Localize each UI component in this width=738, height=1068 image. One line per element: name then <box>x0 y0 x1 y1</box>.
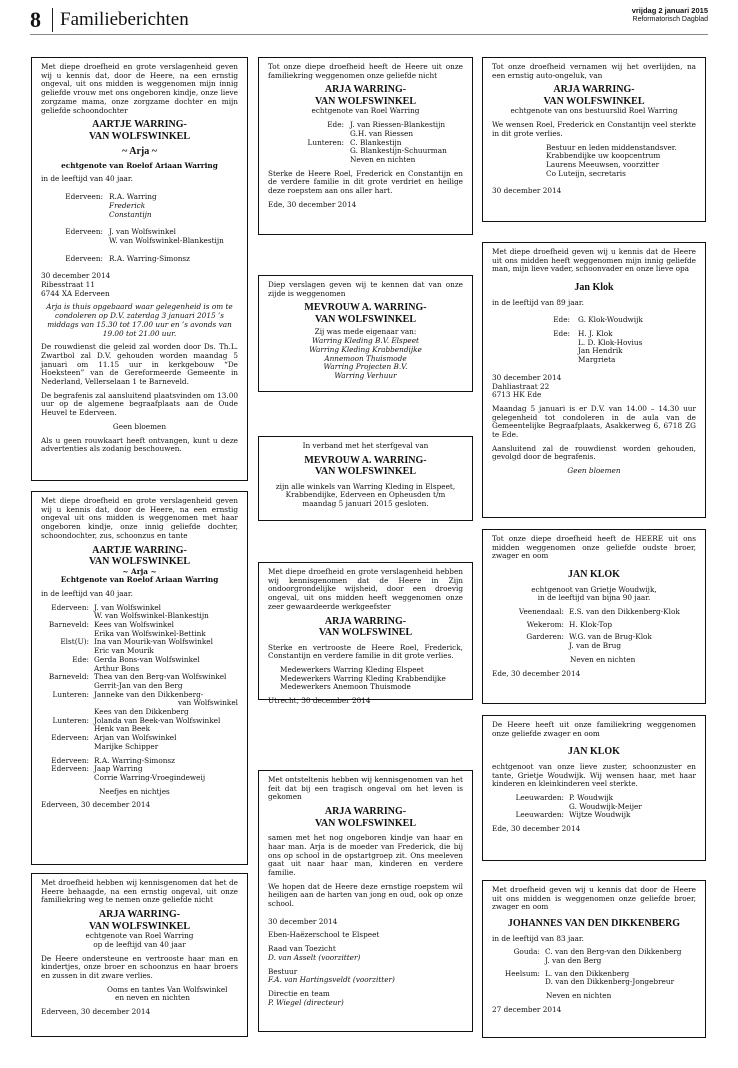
family-member: J. van de Brug <box>569 641 622 651</box>
family-member: Gerda Bons-van Wolfswinkel <box>94 654 200 664</box>
family-member: Marijke Schipper <box>94 741 159 751</box>
board-title: Directie en team <box>268 988 330 998</box>
notice-intro: Met droefheid hebben wij kennisgenomen dat het de Heere behaagde, na een ernstig ongeval, uit onze familiekring weg te nemen onze geliefde nicht <box>41 878 238 905</box>
deceased-name: AARTJE WARRING- VAN WOLFSWINKEL <box>88 544 191 568</box>
notice-intro: Met diepe droefheid en grote verslagenheid geven wij u kennis dat, door de Heere, na een ernstig ongeval, uit ons midden is weggenomen mijn innig geliefde vrouw met ons ongeboren kindje, onze lieve zorgzame mama, onze zorgzame dochter en mijn geliefde schoondochter <box>41 62 238 115</box>
family-member: Kees van den Dikkenberg <box>94 707 189 717</box>
family-member: Erika van Wolfswinkel-Bettink <box>94 628 206 638</box>
company-name: Annemoon Thuismode <box>324 353 407 363</box>
family-list <box>492 608 696 651</box>
family-place: Barneveld: <box>48 672 89 682</box>
notice-johannes-dikkenberg <box>482 880 706 1038</box>
family-group: Ederveen: J. van Wolfswinkel W. van Wolfswinkel-Blankestijn <box>65 227 224 245</box>
family-member: Wijtze Woudwijk <box>569 810 631 820</box>
deceased-name: AARTJE WARRING- VAN WOLFSWINKEL <box>88 119 191 142</box>
notice-intro: Tot onze diepe droefheid heeft de Heere uit onze familiekring weggenomen onze geliefde nicht <box>268 62 463 80</box>
family-group <box>41 717 238 734</box>
family-place: Lunteren: <box>52 689 89 699</box>
visit-info: Maandag 5 januari is er D.V. van 14.00 – 14.30 uur gelegenheid tot condoleren in de aula van de Gemeentelijke Begraafplaats, Asakkerweg 6, 6718 ZG te Ede. <box>492 403 696 440</box>
notice-date: 30 december 2014 <box>41 271 111 281</box>
deceased-name: MEVROUW A. WARRING- VAN WOLFSWINKEL <box>304 454 427 478</box>
header-rule <box>30 34 708 35</box>
notice-intro: De Heere heeft uit onze familiekring weggenomen onze geliefde zwager en oom <box>492 720 696 738</box>
family-member: Gerrit-Jan van den Berg <box>94 680 183 690</box>
staff-line: Medewerkers Anemoon Thuismode <box>280 682 411 692</box>
family-place: Garderen: <box>526 632 564 642</box>
family-place: Ederveen: <box>51 764 89 774</box>
family-place: Ederveen: <box>51 755 89 765</box>
notice-arja-employees <box>258 562 473 706</box>
family-member: G. Woudwijk-Meijer <box>569 801 642 811</box>
notice-intro: Met droefheid geven wij u kennis dat door de Heere uit ons midden is weggenomen onze geliefde broer, zwager en oom <box>492 885 696 912</box>
notice-intro: Tot onze diepe droefheid heeft de HEERE uit ons midden weggenomen onze geliefde oudste broer, zwager en oom <box>492 534 696 561</box>
notice-footer: Ederveen, 30 december 2014 <box>41 1007 151 1017</box>
notice-body: Sterke en vertrooste de Heere Roel, Frederick, Constantijn en verdere familie in dit grote verlies. <box>268 642 463 661</box>
board-title: Bestuur <box>268 966 298 976</box>
family-group: Lunteren: C. Blankestijn G. Blankestijn-Schuurman Neven en nichten <box>307 137 447 164</box>
family-member: C. van den Berg-van den Dikkenberg <box>545 947 682 957</box>
notice-jan-klok-siblings <box>482 529 706 704</box>
address-zip: 6713 HK Ede <box>492 390 542 400</box>
notice-warring-owners <box>258 275 473 392</box>
condolence-info: Arja is thuis opgebaard waar gelegenheid is om te condoleren op D.V. zaterdag 3 januari 2015 ’s middags van 15.30 tot 17.00 uur en ’s avonds van 19.00 tot 21.00 uur. <box>46 302 233 338</box>
notice-arja-association <box>482 57 706 222</box>
family-group <box>41 734 238 751</box>
issue-date: vrijdag 2 januari 2015 <box>631 6 708 15</box>
spouse-line: echtgenote van Roel Warring <box>311 106 420 116</box>
family-group <box>492 608 696 617</box>
deceased-name: JAN KLOK <box>568 569 620 581</box>
notice-footer: Ederveen, 30 december 2014 <box>41 800 151 810</box>
family-place: Leeuwarden: <box>515 810 564 820</box>
family-group: Ederveen: R.A. Warring Frederick Constantijn <box>65 192 157 219</box>
family-group: Ede: G. Klok-Woudwijk <box>553 315 643 325</box>
spouse-line: echtgenote van Roel Warring <box>85 931 194 941</box>
family-group <box>492 970 696 987</box>
family-group <box>492 794 696 811</box>
family-member: Eric van Mourik <box>94 646 154 656</box>
family-place: Veenendaal: <box>518 607 564 617</box>
page-header <box>30 6 708 46</box>
age-line: in de leeftijd van 40 jaar. <box>41 588 133 598</box>
deceased-name: ARJA WARRING- VAN WOLFSWINKEL <box>88 909 191 932</box>
notice-shops-closed <box>258 436 473 521</box>
notice-body: De Heere ondersteune en vertrooste haar man en kindertjes, onze broer en schoonzus en haar broers en zussen in dit zware verlies. <box>41 953 238 980</box>
age-line: in de leeftijd van bijna 90 jaar. <box>537 593 651 603</box>
notice-aartje-family <box>31 57 248 481</box>
family-place: Ederveen: <box>51 733 89 743</box>
page-number: 8 <box>30 7 41 32</box>
family-member: W. van Wolfswinkel-Blankestijn <box>94 611 209 621</box>
deceased-name: MEVROUW A. WARRING- VAN WOLFSWINKEL <box>304 302 427 325</box>
service-info: Aansluitend zal de rouwdienst worden gehouden, gevolgd door de begrafenis. <box>492 443 696 462</box>
company-name: Warring Kleding Krabbendijke <box>309 344 422 354</box>
spouse-line: echtgenote van Roelof Ariaan Warring <box>61 160 218 170</box>
family-member: J. van Wolfswinkel <box>94 602 162 612</box>
notice-body: zijn alle winkels van Warring Kleding in Elspeet, Krabbendijke, Ederveen en Opheusden t/m maandag 5 januari 2015 gesloten. <box>275 481 456 509</box>
no-flowers: Geen bloemen <box>112 421 167 431</box>
notice-intro: Met ontsteltenis hebben wij kennisgenomen van het feit dat bij een tragisch ongeval om het leven is gekomen <box>268 775 463 802</box>
address-zip: 6744 XA Ederveen <box>41 288 110 298</box>
family-member: Jolanda van Beek-van Wolfswinkel <box>94 715 221 725</box>
nephews-line: Neven en nichten <box>570 654 636 664</box>
notice-intro: Met diepe droefheid en grote verslagenheid geven wij u kennis dat, door de Heere, na een ernstig ongeval uit ons midden is weggenomen met haar ongeboren kindje, onze innig geliefde dochter, schoondochter, zus, schoonzus en tante <box>41 496 238 540</box>
family-group: Ede: J. van Riessen-Blankestijn G.H. van Riessen <box>327 120 446 138</box>
notice-footer: 27 december 2014 <box>492 1004 562 1014</box>
deceased-name: Jan Klok <box>574 282 614 294</box>
nephews-line: Neven en nichten <box>546 991 612 1001</box>
family-group <box>492 948 696 965</box>
family-group: Ede: H. J. Klok L. D. Klok-Hovius Jan Hendrik Margrieta <box>553 329 643 365</box>
board-member: P. Wiegel (directeur) <box>268 997 344 1007</box>
notice-footer: 30 december 2014 <box>492 186 562 196</box>
signature-line: Laurens Meeuwsen, voorzitter <box>546 159 660 169</box>
school-name: Eben-Haëzerschool te Elspeet <box>268 930 380 940</box>
notice-jan-klok-family <box>482 242 706 518</box>
family-group <box>41 621 238 638</box>
notice-body: We wensen Roel, Frederick en Constantijn veel sterkte in dit grote verlies. <box>492 120 696 138</box>
deceased-name: ARJA WARRING- VAN WOLFSWINEL <box>318 615 413 639</box>
family-place: Gouda: <box>513 947 540 957</box>
family-member: Jaap Warring <box>94 764 143 774</box>
notice-aartje-parents <box>31 491 248 865</box>
nephews-line: Neefjes en nichtjes <box>99 786 170 796</box>
notice-intro: Diep verslagen geven wij te kennen dat van onze zijde is weggenomen <box>268 280 463 298</box>
notice-body: echtgenoot van onze lieve zuster, schoonzuster en tante, Grietje Woudwijk. Wij wensen haar, met haar kinderen en kleinkinderen veel sterkte. <box>492 761 696 789</box>
notice-body: samen met het nog ongeboren kindje van haar en haar man. Arja is de moeder van Frederick, die bij ons op school in de opstartgroep zit. Ons meeleven gaat uit naar haar man, kinderen en verdere familie. <box>268 833 463 877</box>
owner-line: Zij was mede eigenaar van: <box>314 327 417 337</box>
notice-footer: Utrecht, 30 december 2014 <box>268 696 371 706</box>
notice-intro: Tot onze droefheid vernamen wij het overlijden, na een ernstig auto-ongeluk, van <box>492 62 696 80</box>
family-member: Arjan van Wolfswinkel <box>94 733 177 743</box>
deceased-name: ARJA WARRING- VAN WOLFSWINKEL <box>314 806 417 829</box>
family-group <box>41 673 238 690</box>
family-member: W.G. van de Brug-Klok <box>569 632 652 642</box>
signature: en neven en nichten <box>115 993 190 1003</box>
family-list <box>492 794 696 820</box>
family-list <box>41 757 238 783</box>
family-group: Ederveen: R.A. Warring-Simonsz <box>65 253 191 263</box>
deceased-name: JOHANNES VAN DEN DIKKENBERG <box>507 918 681 930</box>
notice-body: Sterke de Heere Roel, Frederick en Constantijn en de verdere familie in dit grote verdriet en heilige deze roepstem aan ons aller hart. <box>268 168 463 196</box>
notice-arja-cousins <box>258 57 473 235</box>
address-street: Ribesstraat 11 <box>41 280 95 290</box>
family-member: Kees van Wolfswinkel <box>94 620 174 630</box>
notice-intro: Met diepe droefheid en grote verslagenheid hebben wij kennisgenomen dat de Heere in Zijn ondoorgrondelijke wijsheid, door een droevig ongeval, uit ons midden heeft weggenomen onze zeer gewaardeerde werkgeefster <box>268 567 463 611</box>
deceased-nickname: ~ Arja ~ <box>122 566 157 576</box>
family-place: Leeuwarden: <box>515 793 564 803</box>
family-group <box>41 656 238 673</box>
family-group <box>41 604 238 621</box>
family-place: Wekerom: <box>526 619 564 629</box>
signature <box>492 144 696 179</box>
notice-intro: In verband met het sterfgeval van <box>302 441 429 450</box>
deceased-name: JAN KLOK <box>568 746 620 758</box>
header-divider <box>52 8 53 32</box>
spouse-line: Echtgenote van Roelof Ariaan Warring <box>60 575 219 585</box>
family-member: Thea van den Berg-van Wolfswinkel <box>94 672 227 682</box>
family-list <box>492 948 696 987</box>
family-place: Lunteren: <box>52 715 89 725</box>
family-group <box>41 638 238 655</box>
staff-line: Medewerkers Warring Kleding Elspeet <box>280 664 424 674</box>
staff-line: Medewerkers Warring Kleding Krabbendijke <box>280 673 446 683</box>
family-place: Barneveld: <box>48 620 89 630</box>
family-group <box>492 633 696 650</box>
spouse-line: echtgenote van ons bestuurslid Roel Warring <box>510 106 678 116</box>
signature-line: Co Luteijn, secretaris <box>546 168 626 178</box>
signature-line: Bestuur en leden middenstandsver. <box>546 142 677 152</box>
family-place: Ederveen: <box>51 602 89 612</box>
signature-line: Krabbendijke uw koopcentrum <box>546 151 661 161</box>
notice-footer: Ede, 30 december 2014 <box>268 199 357 209</box>
company-name: Warring Kleding B.V. Elspeet <box>312 336 419 346</box>
company-name: Warring Verhuur <box>334 370 397 380</box>
family-member: Ina van Mourik-van Wolfswinkel <box>94 637 213 647</box>
family-member: J. van den Berg <box>545 956 602 966</box>
family-member: Arthur Bons <box>94 663 140 673</box>
family-list <box>41 604 238 752</box>
burial-info: De begrafenis zal aansluitend plaatsvinden om 13.00 uur op de algemene begraafplaats aan de Oude Heuvel te Ederveen. <box>41 390 238 418</box>
age-line: in de leeftijd van 89 jaar. <box>492 297 584 307</box>
family-member: Janneke van den Dikkenberg- <box>94 689 204 699</box>
family-member: Henk van Beek <box>94 724 151 734</box>
notice-footer: Ede, 30 december 2014 <box>492 824 581 834</box>
family-member: E.S. van den Dikkenberg-Klok <box>569 607 680 617</box>
family-group <box>492 811 696 820</box>
mail-note: Als u geen rouwkaart heeft ontvangen, kunt u deze advertenties als zodanig beschouwen. <box>41 435 238 454</box>
age-line: op de leeftijd van 40 jaar <box>93 939 186 949</box>
family-member: R.A. Warring-Simonsz <box>94 755 176 765</box>
notice-date: 30 december 2014 <box>492 372 562 382</box>
notice-body: We hopen dat de Heere deze ernstige roepstem wil heiligen aan de harten van jong en oud, ook op onze school. <box>268 881 463 909</box>
notice-footer: Ede, 30 december 2014 <box>492 668 581 678</box>
notice-date: 30 december 2014 <box>268 916 338 926</box>
signature: Ooms en tantes Van Wolfswinkel <box>107 984 228 994</box>
section-title: Familieberichten <box>60 9 189 30</box>
notice-intro: Met diepe droefheid geven wij u kennis dat de Heere uit ons midden heeft weggenomen mijn innig geliefde man, mijn lieve vader, schoonvader en onze lieve opa <box>492 247 696 274</box>
paper-name: Reformatorisch Dagblad <box>632 16 708 23</box>
notice-jan-klok-inlaws <box>482 715 706 861</box>
family-place: Elst(U): <box>60 637 89 647</box>
notice-arja-uncles <box>31 873 248 1037</box>
deceased-name: ARJA WARRING- VAN WOLFSWINKEL <box>314 84 417 107</box>
family-group <box>492 621 696 630</box>
service-info: De rouwdienst die geleid zal worden door Ds. Th.L. Zwartbol zal D.V. gehouden worden maandag 5 januari om 11.15 uur in kerkgebouw “De Hoeksteen” van de Gereformeerde Gemeente in Nederland, Vellerselaan 1 te Barneveld. <box>41 342 238 387</box>
family-member: L. van den Dikkenberg <box>545 968 630 978</box>
no-flowers: Geen bloemen <box>567 466 621 476</box>
board-member: D. van Asselt (voorzitter) <box>268 952 361 962</box>
family-place: Heelsum: <box>504 968 540 978</box>
address-street: Dahliastraat 22 <box>492 381 550 391</box>
family-member: P. Woudwijk <box>569 793 614 803</box>
company-list <box>268 337 463 381</box>
deceased-name: ARJA WARRING- VAN WOLFSWINKEL <box>543 84 645 107</box>
family-group <box>41 691 238 717</box>
family-member: van Wolfswinkel <box>177 698 238 708</box>
company-name: Warring Projecten B.V. <box>323 362 408 372</box>
family-member: D. van den Dikkenberg-Jongebreur <box>545 977 675 987</box>
notice-arja-school <box>258 770 473 1032</box>
family-place: Ede: <box>72 654 89 664</box>
deceased-nickname: ~ Arja ~ <box>122 146 157 158</box>
age-line: in de leeftijd van 40 jaar. <box>41 174 133 184</box>
age-line: in de leeftijd van 83 jaar. <box>492 933 584 943</box>
board-member: F.A. van Hartingsveldt (voorzitter) <box>268 975 395 985</box>
board-title: Raad van Toezicht <box>268 944 336 954</box>
family-member: H. Klok-Top <box>569 619 613 629</box>
staff-list <box>268 666 463 692</box>
spouse-line: echtgenoot van Grietje Woudwijk, <box>531 584 657 594</box>
family-group <box>41 765 238 782</box>
family-member: Corrie Warring-Vroegindeweij <box>94 772 206 782</box>
